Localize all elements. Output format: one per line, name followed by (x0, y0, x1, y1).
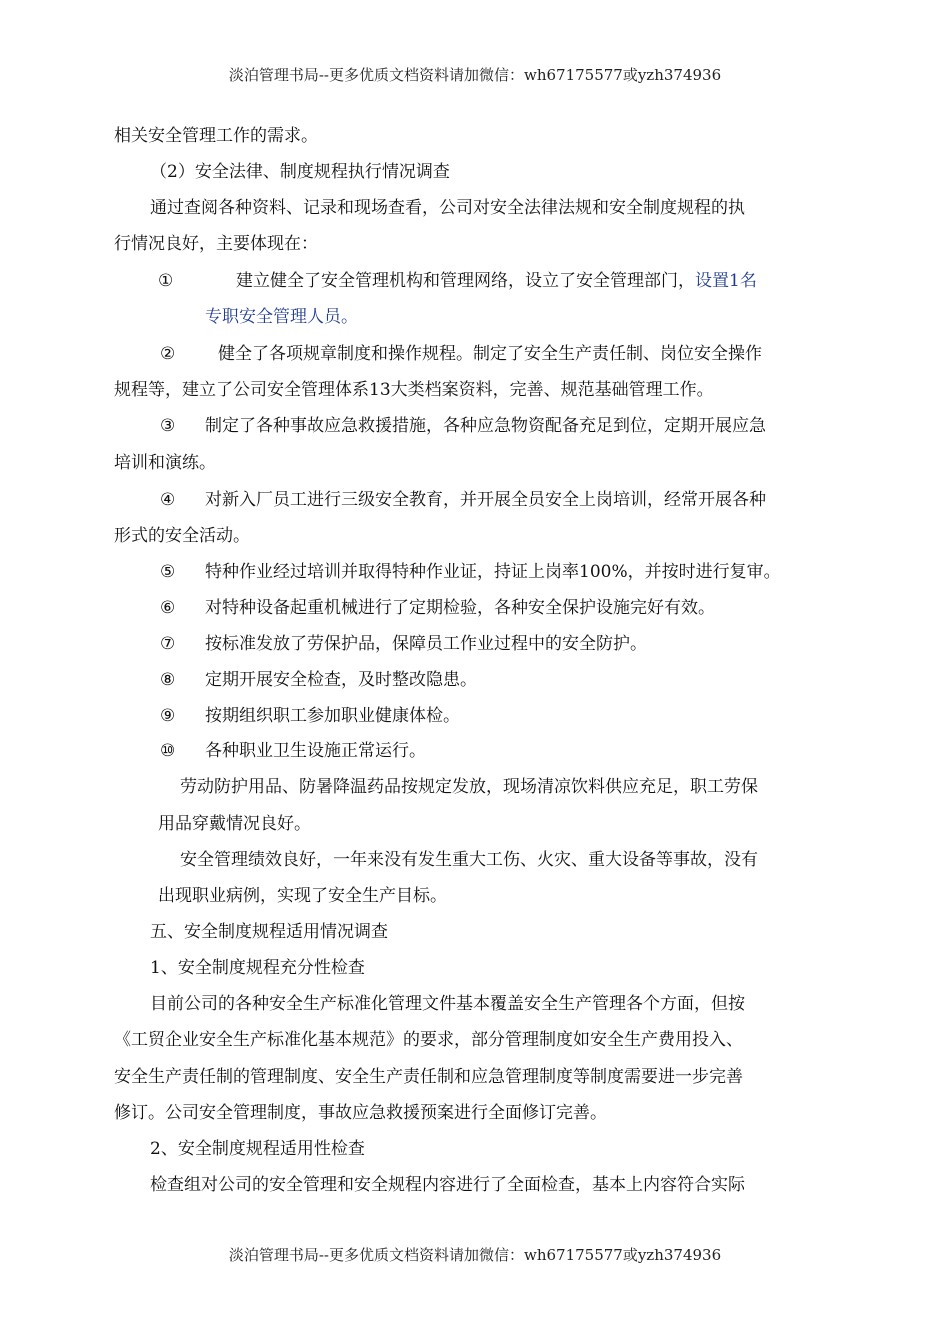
list-item-text: 形式的安全活动。 (114, 526, 250, 546)
paragraph-line: 《工贸企业安全生产标准化基本规范》的要求，部分管理制度如安全生产费用投入、 (114, 1030, 743, 1050)
list-item-number: ⑧ (160, 670, 176, 690)
paragraph-line: 通过查阅各种资料、记录和现场查看，公司对安全法律法规和安全制度规程的执 (150, 198, 745, 218)
paragraph-line: 行情况良好，主要体现在： (114, 234, 318, 254)
paragraph-line: 修订。公司安全管理制度，事故应急救援预案进行全面修订完善。 (114, 1103, 607, 1123)
list-item-text: 制定了各种事故应急救援措施，各种应急物资配备充足到位，定期开展应急 (205, 416, 766, 436)
list-item-text: 按标准发放了劳保护品，保障员工作业过程中的安全防护。 (205, 634, 647, 654)
list-item-text: 定期开展安全检查，及时整改隐患。 (205, 670, 477, 690)
page-header: 淡泊管理书局--更多优质文档资料请加微信：wh67175577或yzh374936 (228, 66, 722, 84)
list-item-number: ⑩ (160, 741, 176, 761)
list-item-text: 各种职业卫生设施正常运行。 (205, 741, 426, 761)
list-item-number: ⑦ (160, 634, 176, 654)
list-item-text: 健全了各项规章制度和操作规程。制定了安全生产责任制、岗位安全操作 (218, 344, 762, 364)
list-item-text: 对特种设备起重机械进行了定期检验，各种安全保护设施完好有效。 (205, 598, 715, 618)
list-item-number: ⑤ (160, 562, 176, 582)
list-item-text (236, 270, 757, 292)
list-item-text: 对新入厂员工进行三级安全教育，并开展全员安全上岗培训，经常开展各种 (205, 490, 766, 510)
paragraph-line: 安全生产责任制的管理制度、安全生产责任制和应急管理制度等制度需要进一步完善 (114, 1067, 743, 1087)
list-item-number: ④ (160, 490, 176, 510)
list-item-text: 特种作业经过培训并取得特种作业证，持证上岗率100%，并按时进行复审。 (205, 562, 781, 582)
section-heading: 五、安全制度规程适用情况调查 (150, 922, 388, 942)
paragraph-line: 检查组对公司的安全管理和安全规程内容进行了全面检查，基本上内容符合实际 (150, 1175, 745, 1195)
paragraph-line: 目前公司的各种安全生产标准化管理文件基本覆盖安全生产管理各个方面，但按 (150, 994, 745, 1014)
paragraph-line: 用品穿戴情况良好。 (158, 814, 311, 834)
list-item-text: 培训和演练。 (114, 453, 216, 473)
list-item-number: ③ (160, 416, 176, 436)
list-item-number: ② (160, 344, 176, 364)
list-item-text: 按期组织职工参加职业健康体检。 (205, 706, 460, 726)
subsection-heading: 1、安全制度规程充分性检查 (150, 958, 365, 978)
list-item-number: ① (158, 271, 174, 291)
list-item-text: 规程等，建立了公司安全管理体系13大类档案资料，完善、规范基础管理工作。 (114, 380, 714, 400)
page-footer: 淡泊管理书局--更多优质文档资料请加微信：wh67175577或yzh374936 (228, 1246, 722, 1264)
paragraph-line: 出现职业病例，实现了安全生产目标。 (158, 886, 447, 906)
paragraph-line: 相关安全管理工作的需求。 (114, 126, 318, 146)
subsection-heading: （2）安全法律、制度规程执行情况调查 (150, 162, 450, 182)
highlighted-text: 设置1名 (695, 271, 757, 291)
list-item-number: ⑥ (160, 598, 176, 618)
list-item-text-part: 建立健全了安全管理机构和管理网络，设立了安全管理部门， (236, 271, 695, 291)
highlighted-text: 专职安全管理人员。 (205, 307, 358, 327)
list-item-number: ⑨ (160, 706, 176, 726)
paragraph-line: 安全管理绩效良好，一年来没有发生重大工伤、火灾、重大设备等事故，没有 (180, 850, 758, 870)
paragraph-line: 劳动防护用品、防暑降温药品按规定发放，现场清凉饮料供应充足，职工劳保 (180, 777, 758, 797)
subsection-heading: 2、安全制度规程适用性检查 (150, 1139, 365, 1159)
